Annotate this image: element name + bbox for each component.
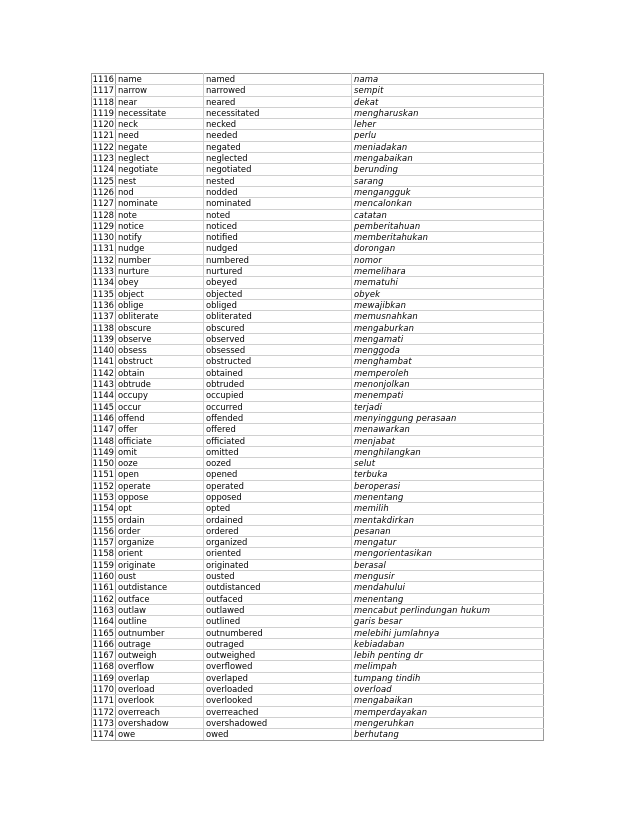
past-form-cell: negotiated — [204, 164, 352, 175]
table-row — [92, 141, 544, 152]
row-number-cell: 1173 — [92, 717, 114, 728]
past-form-cell: obsessed — [204, 345, 352, 356]
indonesian-meaning-cell: mengatur — [352, 537, 544, 548]
row-number-cell: 1132 — [92, 254, 114, 265]
base-verb-cell: opt — [116, 503, 204, 514]
base-verb-cell: outdistance — [116, 582, 204, 593]
past-form-cell: officiated — [204, 435, 352, 446]
past-form-cell: neared — [204, 96, 352, 107]
table-row — [92, 695, 544, 706]
table-row — [92, 119, 544, 130]
base-verb-cell: notice — [116, 220, 204, 231]
indonesian-meaning-cell: menawarkan — [352, 424, 544, 435]
table-row — [92, 198, 544, 209]
past-form-cell: outraged — [204, 638, 352, 649]
indonesian-meaning-cell: perlu — [352, 130, 544, 141]
table-row — [92, 446, 544, 457]
indonesian-meaning-cell: garis besar — [352, 616, 544, 627]
past-form-cell: nested — [204, 175, 352, 186]
past-form-cell: numbered — [204, 254, 352, 265]
indonesian-meaning-cell: dekat — [352, 96, 544, 107]
table-row — [92, 345, 544, 356]
past-form-cell: needed — [204, 130, 352, 141]
row-number-cell: 1117 — [92, 85, 114, 96]
base-verb-cell: ooze — [116, 458, 204, 469]
past-form-cell: occurred — [204, 401, 352, 412]
indonesian-meaning-cell: berunding — [352, 164, 544, 175]
table-row — [92, 616, 544, 627]
base-verb-cell: observe — [116, 333, 204, 344]
indonesian-meaning-cell: mengangguk — [352, 186, 544, 197]
base-verb-cell: outline — [116, 616, 204, 627]
table-row — [92, 107, 544, 118]
row-number-cell: 1138 — [92, 322, 114, 333]
base-verb-cell: negate — [116, 141, 204, 152]
past-form-cell: obliterated — [204, 311, 352, 322]
indonesian-meaning-cell: menggoda — [352, 345, 544, 356]
table-row — [92, 232, 544, 243]
past-form-cell: neglected — [204, 153, 352, 164]
table-row — [92, 717, 544, 728]
past-form-cell: obtained — [204, 367, 352, 378]
table-row — [92, 525, 544, 536]
table-row — [92, 424, 544, 435]
indonesian-meaning-cell: menempati — [352, 390, 544, 401]
base-verb-cell: obtrude — [116, 379, 204, 390]
row-number-cell: 1122 — [92, 141, 114, 152]
table-row — [92, 74, 544, 85]
past-form-cell: originated — [204, 559, 352, 570]
row-number-cell: 1154 — [92, 503, 114, 514]
base-verb-cell: operate — [116, 480, 204, 491]
table-row — [92, 582, 544, 593]
past-form-cell: obscured — [204, 322, 352, 333]
table-row — [92, 379, 544, 390]
past-form-cell: nurtured — [204, 266, 352, 277]
row-number-cell: 1124 — [92, 164, 114, 175]
base-verb-cell: need — [116, 130, 204, 141]
past-form-cell: offended — [204, 412, 352, 423]
table-row — [92, 220, 544, 231]
indonesian-meaning-cell: menghambat — [352, 356, 544, 367]
table-row — [92, 322, 544, 333]
indonesian-meaning-cell: berasal — [352, 559, 544, 570]
indonesian-meaning-cell: leher — [352, 119, 544, 130]
row-number-cell: 1130 — [92, 232, 114, 243]
row-number-cell: 1159 — [92, 559, 114, 570]
base-verb-cell: ordain — [116, 514, 204, 525]
past-form-cell: offered — [204, 424, 352, 435]
row-number-cell: 1121 — [92, 130, 114, 141]
base-verb-cell: offer — [116, 424, 204, 435]
indonesian-meaning-cell: memusnahkan — [352, 311, 544, 322]
base-verb-cell: name — [116, 74, 204, 85]
base-verb-cell: oust — [116, 571, 204, 582]
past-form-cell: opened — [204, 469, 352, 480]
past-form-cell: omitted — [204, 446, 352, 457]
indonesian-meaning-cell: terbuka — [352, 469, 544, 480]
past-form-cell: named — [204, 74, 352, 85]
table-row — [92, 661, 544, 672]
row-number-cell: 1171 — [92, 695, 114, 706]
base-verb-cell: obstruct — [116, 356, 204, 367]
past-form-cell: obliged — [204, 299, 352, 310]
table-row — [92, 593, 544, 604]
indonesian-meaning-cell: menonjolkan — [352, 379, 544, 390]
indonesian-meaning-cell: mengamati — [352, 333, 544, 344]
table-row — [92, 627, 544, 638]
indonesian-meaning-cell: melebihi jumlahnya — [352, 627, 544, 638]
past-form-cell: overreached — [204, 706, 352, 717]
verb-translation-table — [91, 73, 544, 741]
indonesian-meaning-cell: mewajibkan — [352, 299, 544, 310]
indonesian-meaning-cell: tumpang tindih — [352, 672, 544, 683]
row-number-cell: 1134 — [92, 277, 114, 288]
indonesian-meaning-cell: beroperasi — [352, 480, 544, 491]
row-number-cell: 1167 — [92, 650, 114, 661]
row-number-cell: 1116 — [92, 74, 114, 84]
indonesian-meaning-cell: mencalonkan — [352, 198, 544, 209]
table-row — [92, 469, 544, 480]
indonesian-meaning-cell: mengabaikan — [352, 695, 544, 706]
base-verb-cell: occupy — [116, 390, 204, 401]
table-row — [92, 243, 544, 254]
base-verb-cell: omit — [116, 446, 204, 457]
indonesian-meaning-cell: mendahului — [352, 582, 544, 593]
indonesian-meaning-cell: dorongan — [352, 243, 544, 254]
base-verb-cell: oblige — [116, 299, 204, 310]
past-form-cell: ousted — [204, 571, 352, 582]
table-row — [92, 514, 544, 525]
indonesian-meaning-cell: berhutang — [352, 729, 544, 740]
past-form-cell: necessitated — [204, 107, 352, 118]
base-verb-cell: oppose — [116, 491, 204, 502]
indonesian-meaning-cell: mengorientasikan — [352, 548, 544, 559]
table-row — [92, 638, 544, 649]
past-form-cell: narrowed — [204, 85, 352, 96]
table-row — [92, 164, 544, 175]
row-number-cell: 1135 — [92, 288, 114, 299]
row-number-cell: 1123 — [92, 153, 114, 164]
row-number-cell: 1163 — [92, 604, 114, 615]
past-form-cell: objected — [204, 288, 352, 299]
row-number-cell: 1155 — [92, 514, 114, 525]
table-row — [92, 604, 544, 615]
indonesian-meaning-cell: memilih — [352, 503, 544, 514]
base-verb-cell: nudge — [116, 243, 204, 254]
base-verb-cell: outnumber — [116, 627, 204, 638]
table-row — [92, 480, 544, 491]
table-row — [92, 277, 544, 288]
indonesian-meaning-cell: sarang — [352, 175, 544, 186]
table-row — [92, 412, 544, 423]
row-number-cell: 1118 — [92, 96, 114, 107]
past-form-cell: owed — [204, 729, 352, 740]
past-form-cell: overloaded — [204, 684, 352, 695]
row-number-cell: 1151 — [92, 469, 114, 480]
past-form-cell: nodded — [204, 186, 352, 197]
indonesian-meaning-cell: nama — [352, 74, 544, 85]
past-form-cell: nudged — [204, 243, 352, 254]
table-row — [92, 401, 544, 412]
base-verb-cell: overload — [116, 684, 204, 695]
table-row — [92, 288, 544, 299]
table-row — [92, 491, 544, 502]
past-form-cell: oozed — [204, 458, 352, 469]
base-verb-cell: neck — [116, 119, 204, 130]
row-number-cell: 1158 — [92, 548, 114, 559]
indonesian-meaning-cell: menentang — [352, 491, 544, 502]
base-verb-cell: organize — [116, 537, 204, 548]
past-form-cell: overshadowed — [204, 717, 352, 728]
row-number-cell: 1164 — [92, 616, 114, 627]
indonesian-meaning-cell: obyek — [352, 288, 544, 299]
base-verb-cell: offend — [116, 412, 204, 423]
indonesian-meaning-cell: mengeruhkan — [352, 717, 544, 728]
base-verb-cell: notify — [116, 232, 204, 243]
past-form-cell: occupied — [204, 390, 352, 401]
indonesian-meaning-cell: memelihara — [352, 266, 544, 277]
row-number-cell: 1143 — [92, 379, 114, 390]
row-number-cell: 1145 — [92, 401, 114, 412]
past-form-cell: outnumbered — [204, 627, 352, 638]
indonesian-meaning-cell: overload — [352, 684, 544, 695]
past-form-cell: operated — [204, 480, 352, 491]
table-row — [92, 672, 544, 683]
past-form-cell: nominated — [204, 198, 352, 209]
row-number-cell: 1137 — [92, 311, 114, 322]
row-number-cell: 1119 — [92, 107, 114, 118]
base-verb-cell: outweigh — [116, 650, 204, 661]
row-number-cell: 1125 — [92, 175, 114, 186]
table-row — [92, 367, 544, 378]
row-number-cell: 1170 — [92, 684, 114, 695]
table-row — [92, 311, 544, 322]
row-number-cell: 1141 — [92, 356, 114, 367]
row-number-cell: 1152 — [92, 480, 114, 491]
indonesian-meaning-cell: mengusir — [352, 571, 544, 582]
indonesian-meaning-cell: mengabaikan — [352, 153, 544, 164]
table-row — [92, 435, 544, 446]
table-row — [92, 559, 544, 570]
table-row — [92, 254, 544, 265]
table-row — [92, 706, 544, 717]
base-verb-cell: occur — [116, 401, 204, 412]
table-row — [92, 96, 544, 107]
past-form-cell: outfaced — [204, 593, 352, 604]
row-number-cell: 1153 — [92, 491, 114, 502]
base-verb-cell: number — [116, 254, 204, 265]
indonesian-meaning-cell: terjadi — [352, 401, 544, 412]
base-verb-cell: originate — [116, 559, 204, 570]
indonesian-meaning-cell: meniadakan — [352, 141, 544, 152]
past-form-cell: overlaped — [204, 672, 352, 683]
base-verb-cell: officiate — [116, 435, 204, 446]
table-row — [92, 299, 544, 310]
past-form-cell: notified — [204, 232, 352, 243]
row-number-cell: 1146 — [92, 412, 114, 423]
base-verb-cell: nod — [116, 186, 204, 197]
indonesian-meaning-cell: lebih penting dr — [352, 650, 544, 661]
base-verb-cell: obtain — [116, 367, 204, 378]
table-row — [92, 458, 544, 469]
indonesian-meaning-cell: melimpah — [352, 661, 544, 672]
row-number-cell: 1133 — [92, 266, 114, 277]
base-verb-cell: nest — [116, 175, 204, 186]
row-number-cell: 1161 — [92, 582, 114, 593]
base-verb-cell: open — [116, 469, 204, 480]
indonesian-meaning-cell: nomor — [352, 254, 544, 265]
base-verb-cell: overflow — [116, 661, 204, 672]
past-form-cell: outdistanced — [204, 582, 352, 593]
past-form-cell: outweighed — [204, 650, 352, 661]
indonesian-meaning-cell: memperdayakan — [352, 706, 544, 717]
past-form-cell: negated — [204, 141, 352, 152]
indonesian-meaning-cell: mentakdirkan — [352, 514, 544, 525]
table-row — [92, 650, 544, 661]
past-form-cell: obstructed — [204, 356, 352, 367]
past-form-cell: obtruded — [204, 379, 352, 390]
base-verb-cell: overlap — [116, 672, 204, 683]
row-number-cell: 1139 — [92, 333, 114, 344]
indonesian-meaning-cell: pesanan — [352, 525, 544, 536]
row-number-cell: 1157 — [92, 537, 114, 548]
row-number-cell: 1131 — [92, 243, 114, 254]
row-number-cell: 1165 — [92, 627, 114, 638]
table-row — [92, 209, 544, 220]
table-row — [92, 537, 544, 548]
base-verb-cell: order — [116, 525, 204, 536]
indonesian-meaning-cell: sempit — [352, 85, 544, 96]
row-number-cell: 1142 — [92, 367, 114, 378]
indonesian-meaning-cell: menentang — [352, 593, 544, 604]
row-number-cell: 1160 — [92, 571, 114, 582]
table-row — [92, 684, 544, 695]
base-verb-cell: overlook — [116, 695, 204, 706]
base-verb-cell: obscure — [116, 322, 204, 333]
indonesian-meaning-cell: mencabut perlindungan hukum — [352, 604, 544, 615]
row-number-cell: 1126 — [92, 186, 114, 197]
table-body — [92, 74, 544, 741]
table-row — [92, 130, 544, 141]
base-verb-cell: owe — [116, 729, 204, 740]
past-form-cell: overlooked — [204, 695, 352, 706]
indonesian-meaning-cell: mengharuskan — [352, 107, 544, 118]
base-verb-cell: outrage — [116, 638, 204, 649]
base-verb-cell: outlaw — [116, 604, 204, 615]
table-row — [92, 266, 544, 277]
table-row — [92, 390, 544, 401]
past-form-cell: ordered — [204, 525, 352, 536]
row-number-cell: 1148 — [92, 435, 114, 446]
row-number-cell: 1174 — [92, 729, 114, 740]
row-number-cell: 1144 — [92, 390, 114, 401]
base-verb-cell: orient — [116, 548, 204, 559]
row-number-cell: 1128 — [92, 209, 114, 220]
indonesian-meaning-cell: memberitahukan — [352, 232, 544, 243]
indonesian-meaning-cell: menghilangkan — [352, 446, 544, 457]
past-form-cell: noticed — [204, 220, 352, 231]
indonesian-meaning-cell: selut — [352, 458, 544, 469]
base-verb-cell: narrow — [116, 85, 204, 96]
past-form-cell: overflowed — [204, 661, 352, 672]
past-form-cell: obeyed — [204, 277, 352, 288]
table-row — [92, 175, 544, 186]
base-verb-cell: obsess — [116, 345, 204, 356]
indonesian-meaning-cell: menjabat — [352, 435, 544, 446]
past-form-cell: opted — [204, 503, 352, 514]
base-verb-cell: negotiate — [116, 164, 204, 175]
past-form-cell: noted — [204, 209, 352, 220]
table-row — [92, 333, 544, 344]
indonesian-meaning-cell: pemberitahuan — [352, 220, 544, 231]
row-number-cell: 1149 — [92, 446, 114, 457]
base-verb-cell: nominate — [116, 198, 204, 209]
base-verb-cell: neglect — [116, 153, 204, 164]
past-form-cell: opposed — [204, 491, 352, 502]
past-form-cell: organized — [204, 537, 352, 548]
row-number-cell: 1168 — [92, 661, 114, 672]
indonesian-meaning-cell: kebiadaban — [352, 638, 544, 649]
base-verb-cell: outface — [116, 593, 204, 604]
row-number-cell: 1136 — [92, 299, 114, 310]
row-number-cell: 1172 — [92, 706, 114, 717]
past-form-cell: outlined — [204, 616, 352, 627]
table-row — [92, 571, 544, 582]
indonesian-meaning-cell: menyinggung perasaan — [352, 412, 544, 423]
past-form-cell: observed — [204, 333, 352, 344]
row-number-cell: 1150 — [92, 458, 114, 469]
base-verb-cell: near — [116, 96, 204, 107]
table-row — [92, 503, 544, 514]
table-row — [92, 85, 544, 96]
base-verb-cell: note — [116, 209, 204, 220]
row-number-cell: 1166 — [92, 638, 114, 649]
indonesian-meaning-cell: mematuhi — [352, 277, 544, 288]
indonesian-meaning-cell: catatan — [352, 209, 544, 220]
table-row — [92, 153, 544, 164]
indonesian-meaning-cell: memperoleh — [352, 367, 544, 378]
base-verb-cell: necessitate — [116, 107, 204, 118]
row-number-cell: 1169 — [92, 672, 114, 683]
base-verb-cell: overreach — [116, 706, 204, 717]
base-verb-cell: nurture — [116, 266, 204, 277]
past-form-cell: oriented — [204, 548, 352, 559]
past-form-cell: ordained — [204, 514, 352, 525]
row-number-cell: 1140 — [92, 345, 114, 356]
row-number-cell: 1162 — [92, 593, 114, 604]
table-row — [92, 548, 544, 559]
base-verb-cell: obey — [116, 277, 204, 288]
table-row — [92, 186, 544, 197]
past-form-cell: necked — [204, 119, 352, 130]
base-verb-cell: object — [116, 288, 204, 299]
indonesian-meaning-cell: mengaburkan — [352, 322, 544, 333]
row-number-cell: 1156 — [92, 525, 114, 536]
base-verb-cell: overshadow — [116, 717, 204, 728]
row-number-cell: 1127 — [92, 198, 114, 209]
table-row — [92, 729, 544, 740]
table-row — [92, 356, 544, 367]
row-number-cell: 1120 — [92, 119, 114, 130]
base-verb-cell: obliterate — [116, 311, 204, 322]
row-number-cell: 1147 — [92, 424, 114, 435]
row-number-cell: 1129 — [92, 220, 114, 231]
past-form-cell: outlawed — [204, 604, 352, 615]
